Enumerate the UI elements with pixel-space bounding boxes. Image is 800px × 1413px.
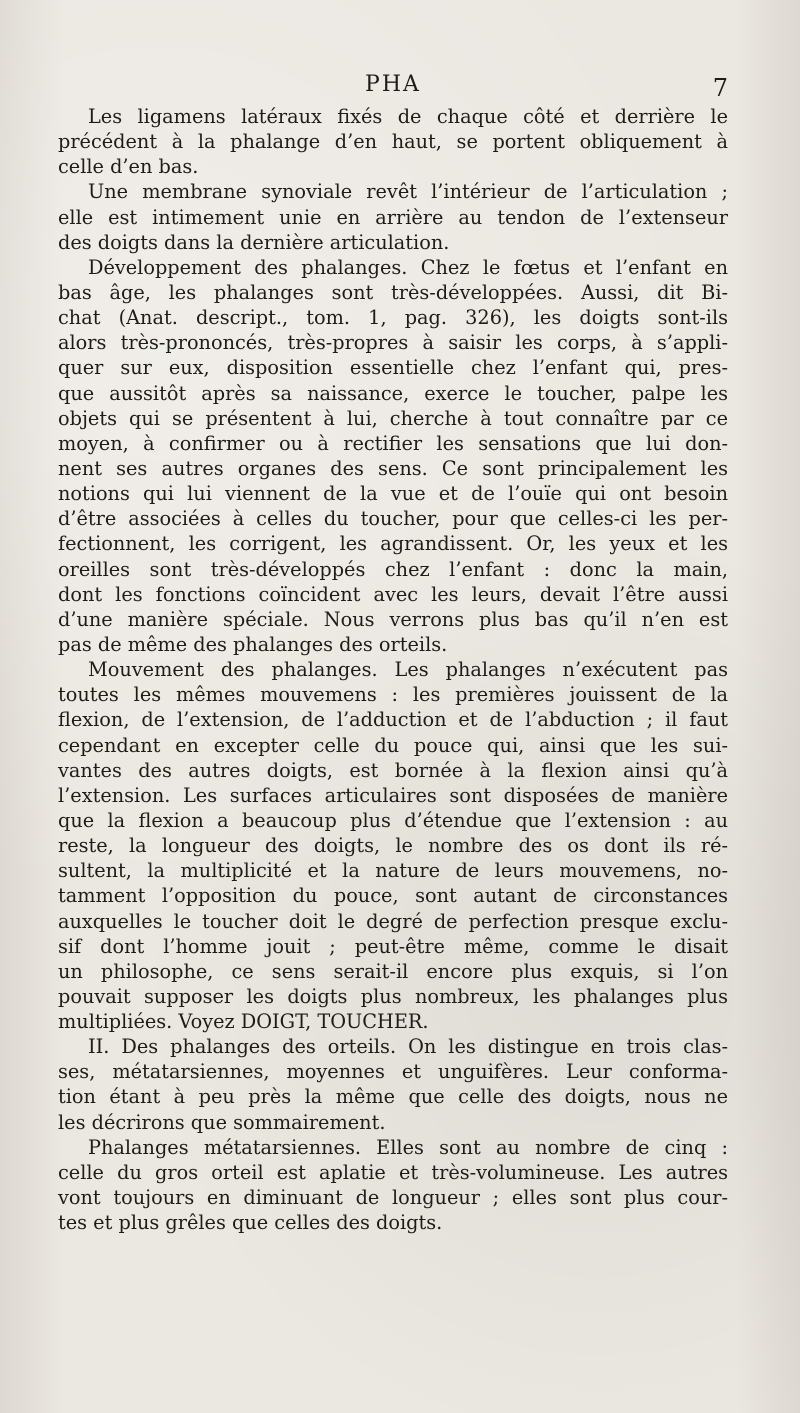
text-line: vont toujours en diminuant de longueur ; elles sont plus cour- (58, 1186, 728, 1210)
text-line: vantes des autres doigts, est bornée à la flexion ainsi qu’à (58, 758, 728, 782)
text-line: auxquelles le toucher doit le degré de perfection presque exclu- (58, 909, 728, 933)
text-line: multipliées. Voyez DOIGT, TOUCHER. (58, 1010, 429, 1034)
text-line: cependant en excepter celle du pouce qui, ainsi que les sui- (58, 733, 728, 757)
text-line: précédent à la phalange d’en haut, se portent obliquement à (58, 130, 728, 154)
text-line: objets qui se présentent à lui, cherche à tout connaître par ce (58, 406, 728, 430)
text-line: oreilles sont très-développés chez l’enfant : donc la main, (58, 557, 728, 581)
text-line: d’une manière spéciale. Nous verrons plus bas qu’il n’en est (58, 607, 728, 631)
page-body (58, 104, 728, 1235)
text-line: Développement des phalanges. Chez le fœtus et l’enfant en (88, 255, 728, 279)
text-line: des doigts dans la dernière articulation. (58, 230, 450, 254)
text-line: pas de même des phalanges des orteils. (58, 632, 448, 656)
text-line: fectionnent, les corrigent, les agrandissent. Or, les yeux et les (58, 532, 728, 556)
text-line: bas âge, les phalanges sont très-développées. Aussi, dit Bi- (58, 280, 728, 304)
text-line: Mouvement des phalanges. Les phalanges n’exécutent pas (88, 658, 728, 682)
text-line: elle est intimement unie en arrière au tendon de l’extenseur (58, 205, 728, 229)
text-line: les décrirons que sommairement. (58, 1110, 386, 1134)
text-line: celle du gros orteil est aplatie et très-volumineuse. Les autres (58, 1160, 728, 1184)
text-line: ses, métatarsiennes, moyennes et unguifères. Leur conforma- (58, 1060, 728, 1084)
text-line: notions qui lui viennent de la vue et de l’ouïe qui ont besoin (58, 482, 728, 506)
text-line: pouvait supposer les doigts plus nombreux, les phalanges plus (58, 984, 728, 1008)
text-line: dont les fonctions coïncident avec les leurs, devait l’être aussi (58, 582, 728, 606)
text-line: alors très-prononcés, très-propres à saisir les corps, à s’appli- (58, 331, 728, 355)
text-line: Les ligamens latéraux fixés de chaque côté et derrière le (88, 105, 728, 128)
text-line: toutes les mêmes mouvemens : les premières jouissent de la (58, 683, 728, 707)
text-line: un philosophe, ce sens serait-il encore plus exquis, si l’on (58, 959, 728, 983)
text-line: celle d’en bas. (58, 155, 199, 179)
text-line: que la flexion a beaucoup plus d’étendue que l’extension : au (58, 808, 728, 832)
running-head: PHA (365, 72, 421, 97)
text-line: quer sur eux, disposition essentielle chez l’enfant qui, pres- (58, 356, 728, 380)
text-line: l’extension. Les surfaces articulaires sont disposées de manière (58, 783, 728, 807)
text-line: tes et plus grêles que celles des doigts. (58, 1211, 443, 1235)
text-line: II. Des phalanges des orteils. On les distingue en trois clas- (88, 1035, 728, 1059)
text-line: sultent, la multiplicité et la nature de leurs mouvemens, no- (58, 859, 728, 883)
text-line: sif dont l’homme jouit ; peut-être même, comme le disait (58, 934, 728, 958)
text-line: chat (Anat. descript., tom. 1, pag. 326), les doigts sont-ils (58, 306, 728, 330)
text-line: tion étant à peu près la même que celle des doigts, nous ne (58, 1085, 728, 1109)
text-line: moyen, à confirmer ou à rectifier les sensations que lui don- (58, 431, 728, 455)
text-line: flexion, de l’extension, de l’adduction et de l’abduction ; il faut (58, 708, 728, 732)
text-line: d’être associées à celles du toucher, pour que celles-ci les per- (58, 507, 728, 531)
text-line: reste, la longueur des doigts, le nombre des os dont ils ré- (58, 834, 728, 858)
text-line: tamment l’opposition du pouce, sont autant de circonstances (58, 884, 728, 908)
text-line: que aussitôt après sa naissance, exerce le toucher, palpe les (58, 381, 728, 405)
page-number: 7 (712, 74, 728, 102)
page-header (58, 70, 728, 104)
text-line: Phalanges métatarsiennes. Elles sont au nombre de cinq : (88, 1135, 728, 1159)
text-line: nent ses autres organes des sens. Ce sont principalement les (58, 456, 728, 480)
text-line: Une membrane synoviale revêt l’intérieur de l’articulation ; (88, 180, 728, 204)
